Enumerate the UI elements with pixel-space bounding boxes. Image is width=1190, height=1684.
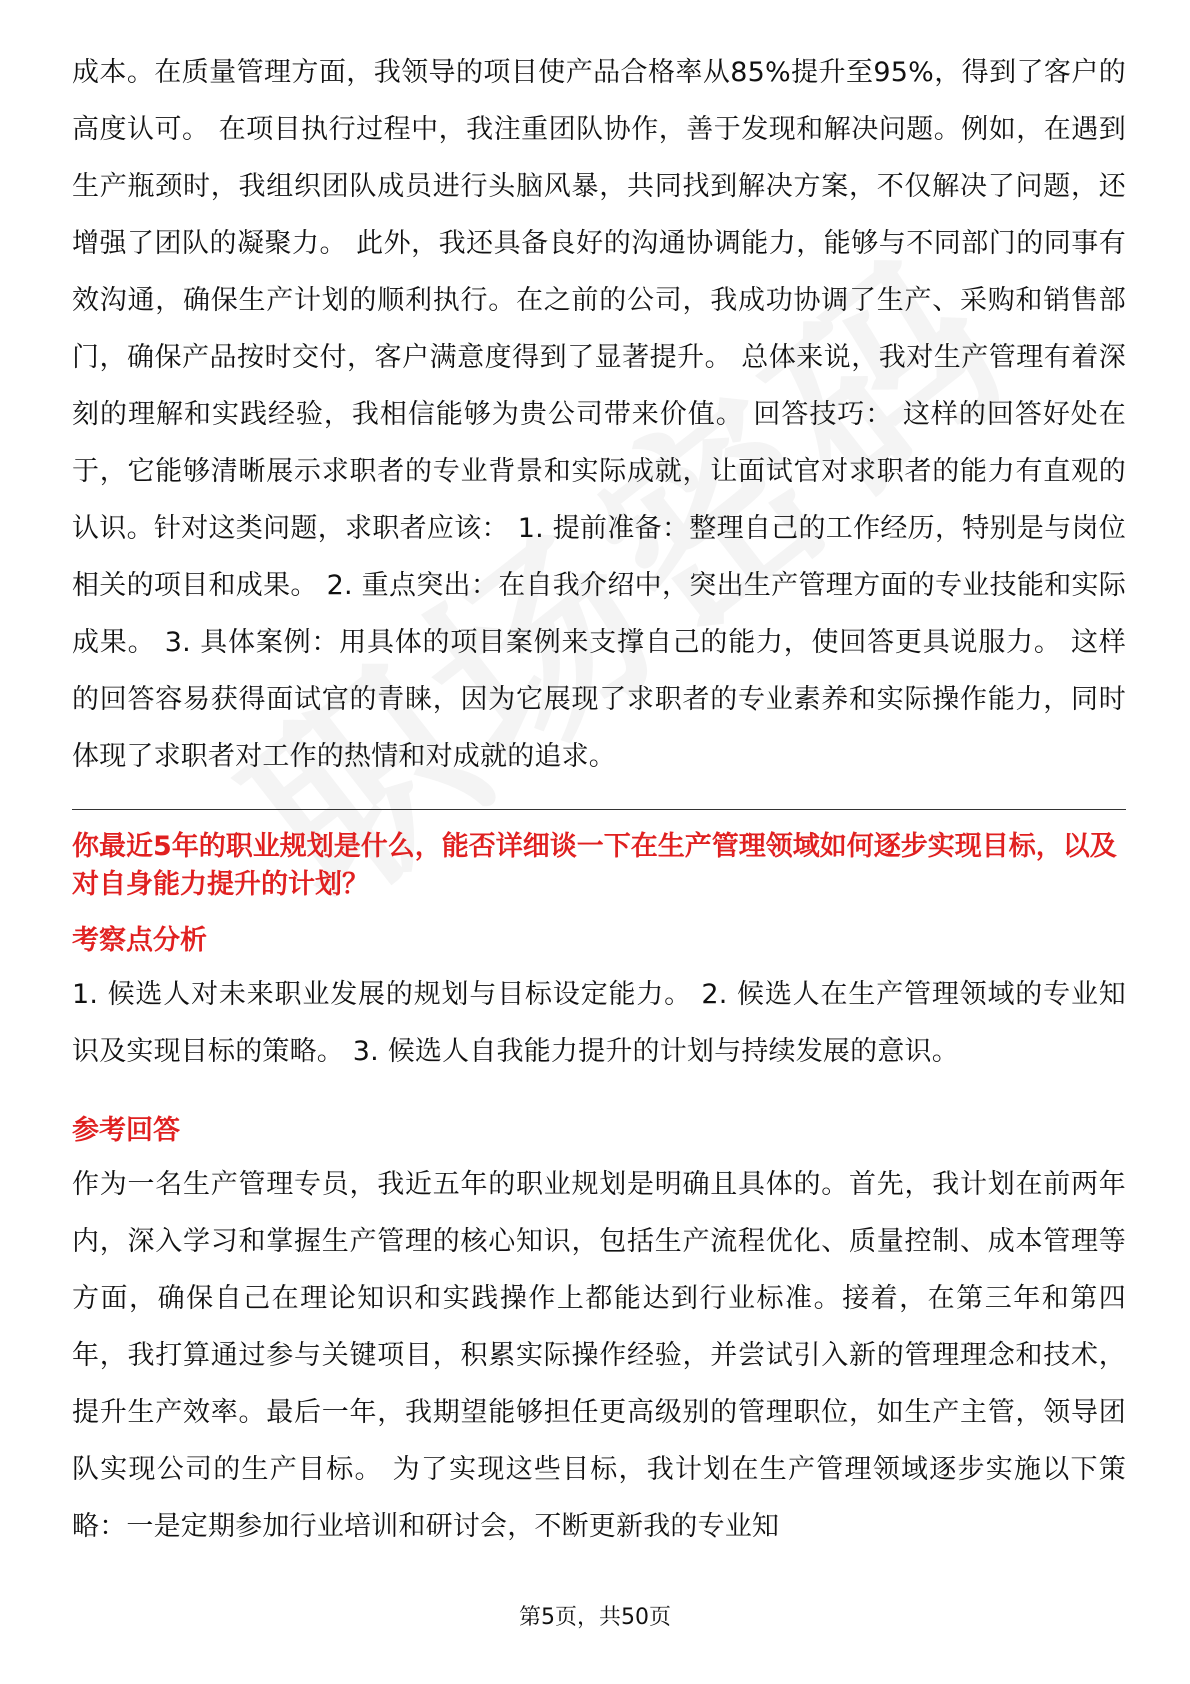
answer-text: 作为一名生产管理专员，我近五年的职业规划是明确且具体的。首先，我计划在前两年内，深入学习和掌握生产管理的核心知识，包括生产流程优化、质量控制、成本管理等方面，确保自己在理论知识和实践操作上都能达到行业标准。接着，在第三年和第四年，我打算通过参与关键项目，积累实际操作经验，并尝试引入新的管理理念和技术，提升生产效率。最后一年，我期望能够担任更高级别的管理职位，如生产主管，领导团队实现公司的生产目标。 为了实现这些目标，我计划在生产管理领域逐步实施以下策略：一是定期参加行业培训和研讨会，不断更新我的专业知: [72, 1169, 1126, 1542]
analysis-title: 考察点分析: [72, 925, 207, 956]
document-page: [72, 44, 1126, 1555]
page-number: 第5页，共50页: [519, 1605, 671, 1630]
answer-title: 参考回答: [72, 1115, 180, 1146]
section-divider: [72, 809, 1126, 810]
intro-paragraph: 成本。在质量管理方面，我领导的项目使产品合格率从85%提升至95%，得到了客户的高度认可。 在项目执行过程中，我注重团队协作，善于发现和解决问题。例如，在遇到生产瓶颈时，我组织团队成员进行头脑风暴，共同找到解决方案，不仅解决了问题，还增强了团队的凝聚力。 此外，我还具备良好的沟通协调能力，能够与不同部门的同事有效沟通，确保生产计划的顺利执行。在之前的公司，我成功协调了生产、采购和销售部门，确保产品按时交付，客户满意度得到了显著提升。 总体来说，我对生产管理有着深刻的理解和实践经验，我相信能够为贵公司带来价值。 回答技巧： 这样的回答好处在于，它能够清晰展示求职者的专业背景和实际成就，让面试官对求职者的能力有直观的认识。针对这类问题，求职者应该： 1. 提前准备：整理自己的工作经历，特别是与岗位相关的项目和成果。 2. 重点突出：在自我介绍中，突出生产管理方面的专业技能和实际成果。 3. 具体案例：用具体的项目案例来支撑自己的能力，使回答更具说服力。 这样的回答容易获得面试官的青睐，因为它展现了求职者的专业素养和实际操作能力，同时体现了求职者对工作的热情和对成就的追求。: [72, 57, 1126, 772]
analysis-text: 1. 候选人对未来职业发展的规划与目标设定能力。 2. 候选人在生产管理领域的专业知识及实现目标的策略。 3. 候选人自我能力提升的计划与持续发展的意识。: [72, 979, 1126, 1067]
spacer: [72, 1080, 1126, 1094]
question-heading: 你最近5年的职业规划是什么，能否详细谈一下在生产管理领域如何逐步实现目标，以及对自身能力提升的计划？: [72, 831, 1117, 900]
